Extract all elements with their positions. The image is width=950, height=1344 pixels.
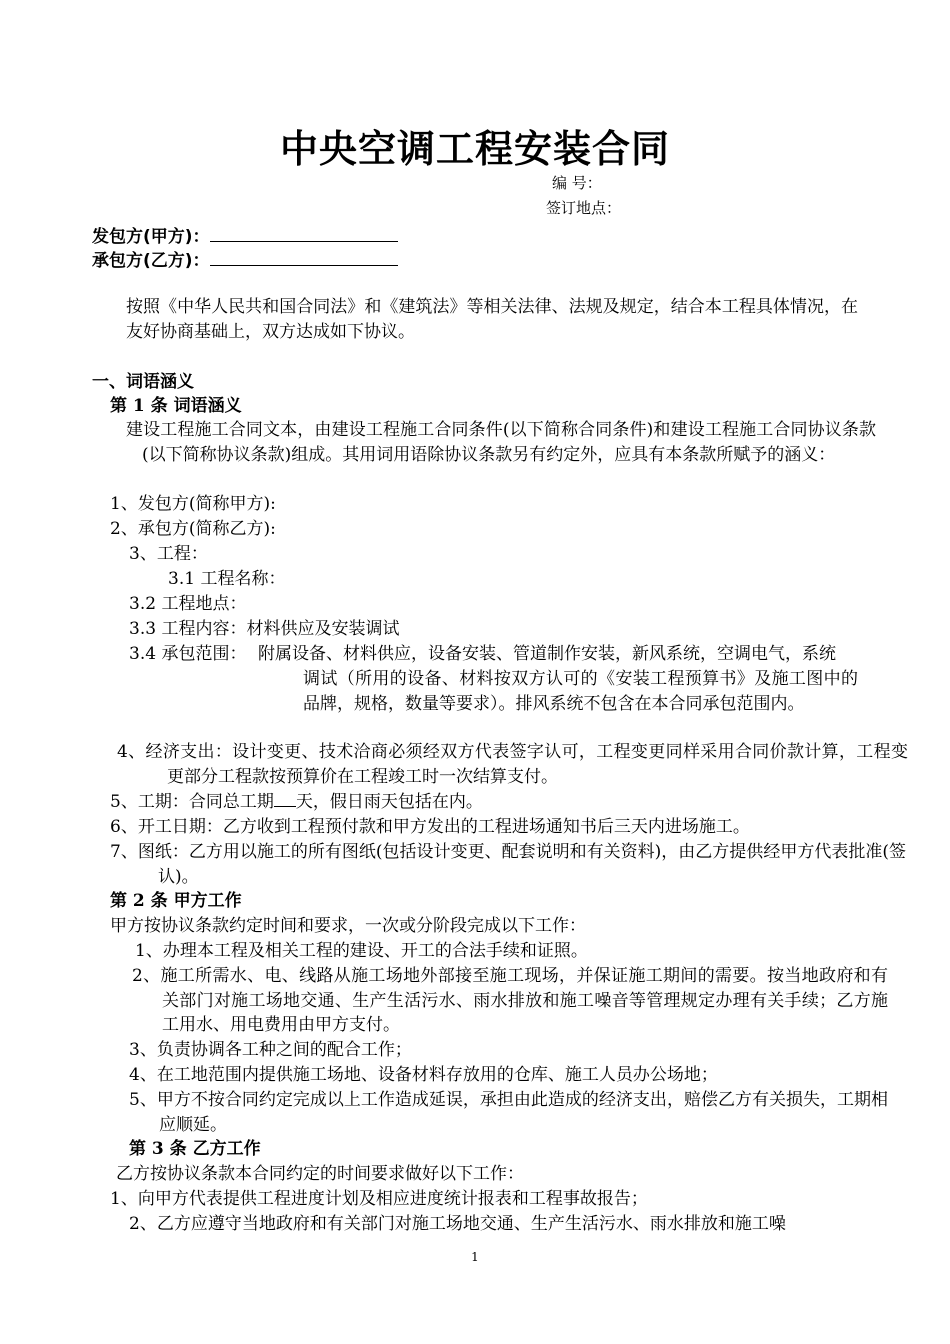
article-3-item-1: 1、向甲方代表提供工程进度计划及相应进度统计报表和工程事故报告； [110,1189,648,1209]
party-a-blank [210,225,398,242]
item-3-4-label: 3.4 承包范围： [129,644,247,664]
item-3-2: 3.2 工程地点： [129,594,247,614]
article-2-heading: 第 2 条 甲方工作 [110,891,242,911]
party-b-blank [210,249,398,266]
article-2-item-2: 2、施工所需水、电、线路从施工场地外部接至施工现场，并保证施工期间的需要。按当地政府和有关部门对施工场地交通、生产生活污水、雨水排放和施工噪音等管理规定办理有关手续；乙方施工用水、用电费用由甲方支付。 [132,966,888,1035]
article-2-item-1: 1、办理本工程及相关工程的建设、开工的合法手续和证照。 [135,941,588,961]
item-3-1: 3.1 工程名称： [168,569,286,589]
item-7: 7、图纸：乙方用以施工的所有图纸(包括设计变更、配套说明和有关资料)，由乙方提供经甲方代表批准(签认)。 [110,842,906,887]
item-3-4-first-line: 附属设备、材料供应，设备安装、管道制作安装，新风系统，空调电气，系统 [258,644,836,664]
item-6: 6、开工日期：乙方收到工程预付款和甲方发出的工程进场通知书后三天内进场施工。 [110,817,750,837]
article-3-lead: 乙方按协议条款本合同约定的时间要求做好以下工作： [116,1164,524,1184]
article-2-lead: 甲方按协议条款约定时间和要求，一次或分阶段完成以下工作： [110,916,586,936]
intro-paragraph: 按照《中华人民共和国合同法》和《建筑法》等相关法律、法规及规定，结合本工程具体情况，在友好协商基础上，双方达成如下协议。 [126,297,858,342]
party-b-label: 承包方(乙方)： [92,251,210,271]
item-5-days-blank [274,792,296,807]
article-3-item-2: 2、乙方应遵守当地政府和有关部门对施工场地交通、生产生活污水、雨水排放和施工噪 [129,1214,786,1234]
item-3-4-rest: 调试（所用的设备、材料按双方认可的《安装工程预算书》及施工图中的品牌，规格，数量等要求）。排风系统不包含在本合同承包范围内。 [303,669,858,714]
party-b-line [92,246,398,271]
item-2: 2、承包方(简称乙方): [110,519,276,539]
item-5-part-b: 天，假日雨天包括在内。 [295,792,483,812]
party-a-line [92,222,398,247]
item-5-part-a: 5、工期：合同总工期 [110,792,274,812]
article-2-item-4: 4、在工地范围内提供施工场地、设备材料存放用的仓库、施工人员办公场地； [129,1065,718,1085]
section-1-heading: 一、词语涵义 [92,372,194,392]
item-4: 4、经济支出：设计变更、技术洽商必须经双方代表签字认可，工程变更同样采用合同价款计算，工程变更部分工程款按预算价在工程竣工时一次结算支付。 [117,742,908,787]
item-3-3: 3.3 工程内容：材料供应及安装调试 [129,619,400,639]
party-a-label: 发包方(甲方)： [92,227,210,247]
item-5 [110,790,483,814]
page-number: 1 [471,1250,479,1264]
article-1-text: 建设工程施工合同文本，由建设工程施工合同条件(以下简称合同条件)和建设工程施工合同协议条款(以下简称协议条款)组成。其用词用语除协议条款另有约定外，应具有本条款所赋予的涵义： [126,420,876,465]
item-3: 3、工程： [129,544,208,564]
article-2-item-5: 5、甲方不按合同约定完成以上工作造成延误，承担由此造成的经济支出，赔偿乙方有关损失，工期相应顺延。 [129,1090,888,1135]
article-1-heading: 第 1 条 词语涵义 [110,396,242,416]
contract-title: 中央空调工程安装合同 [279,127,670,171]
signing-place-label: 签订地点： [546,199,622,217]
article-2-item-3: 3、负责协调各工种之间的配合工作； [129,1040,412,1060]
item-1: 1、发包方(简称甲方): [110,494,276,514]
article-3-heading: 第 3 条 乙方工作 [129,1139,261,1159]
contract-number-label: 编 号： [552,174,602,192]
